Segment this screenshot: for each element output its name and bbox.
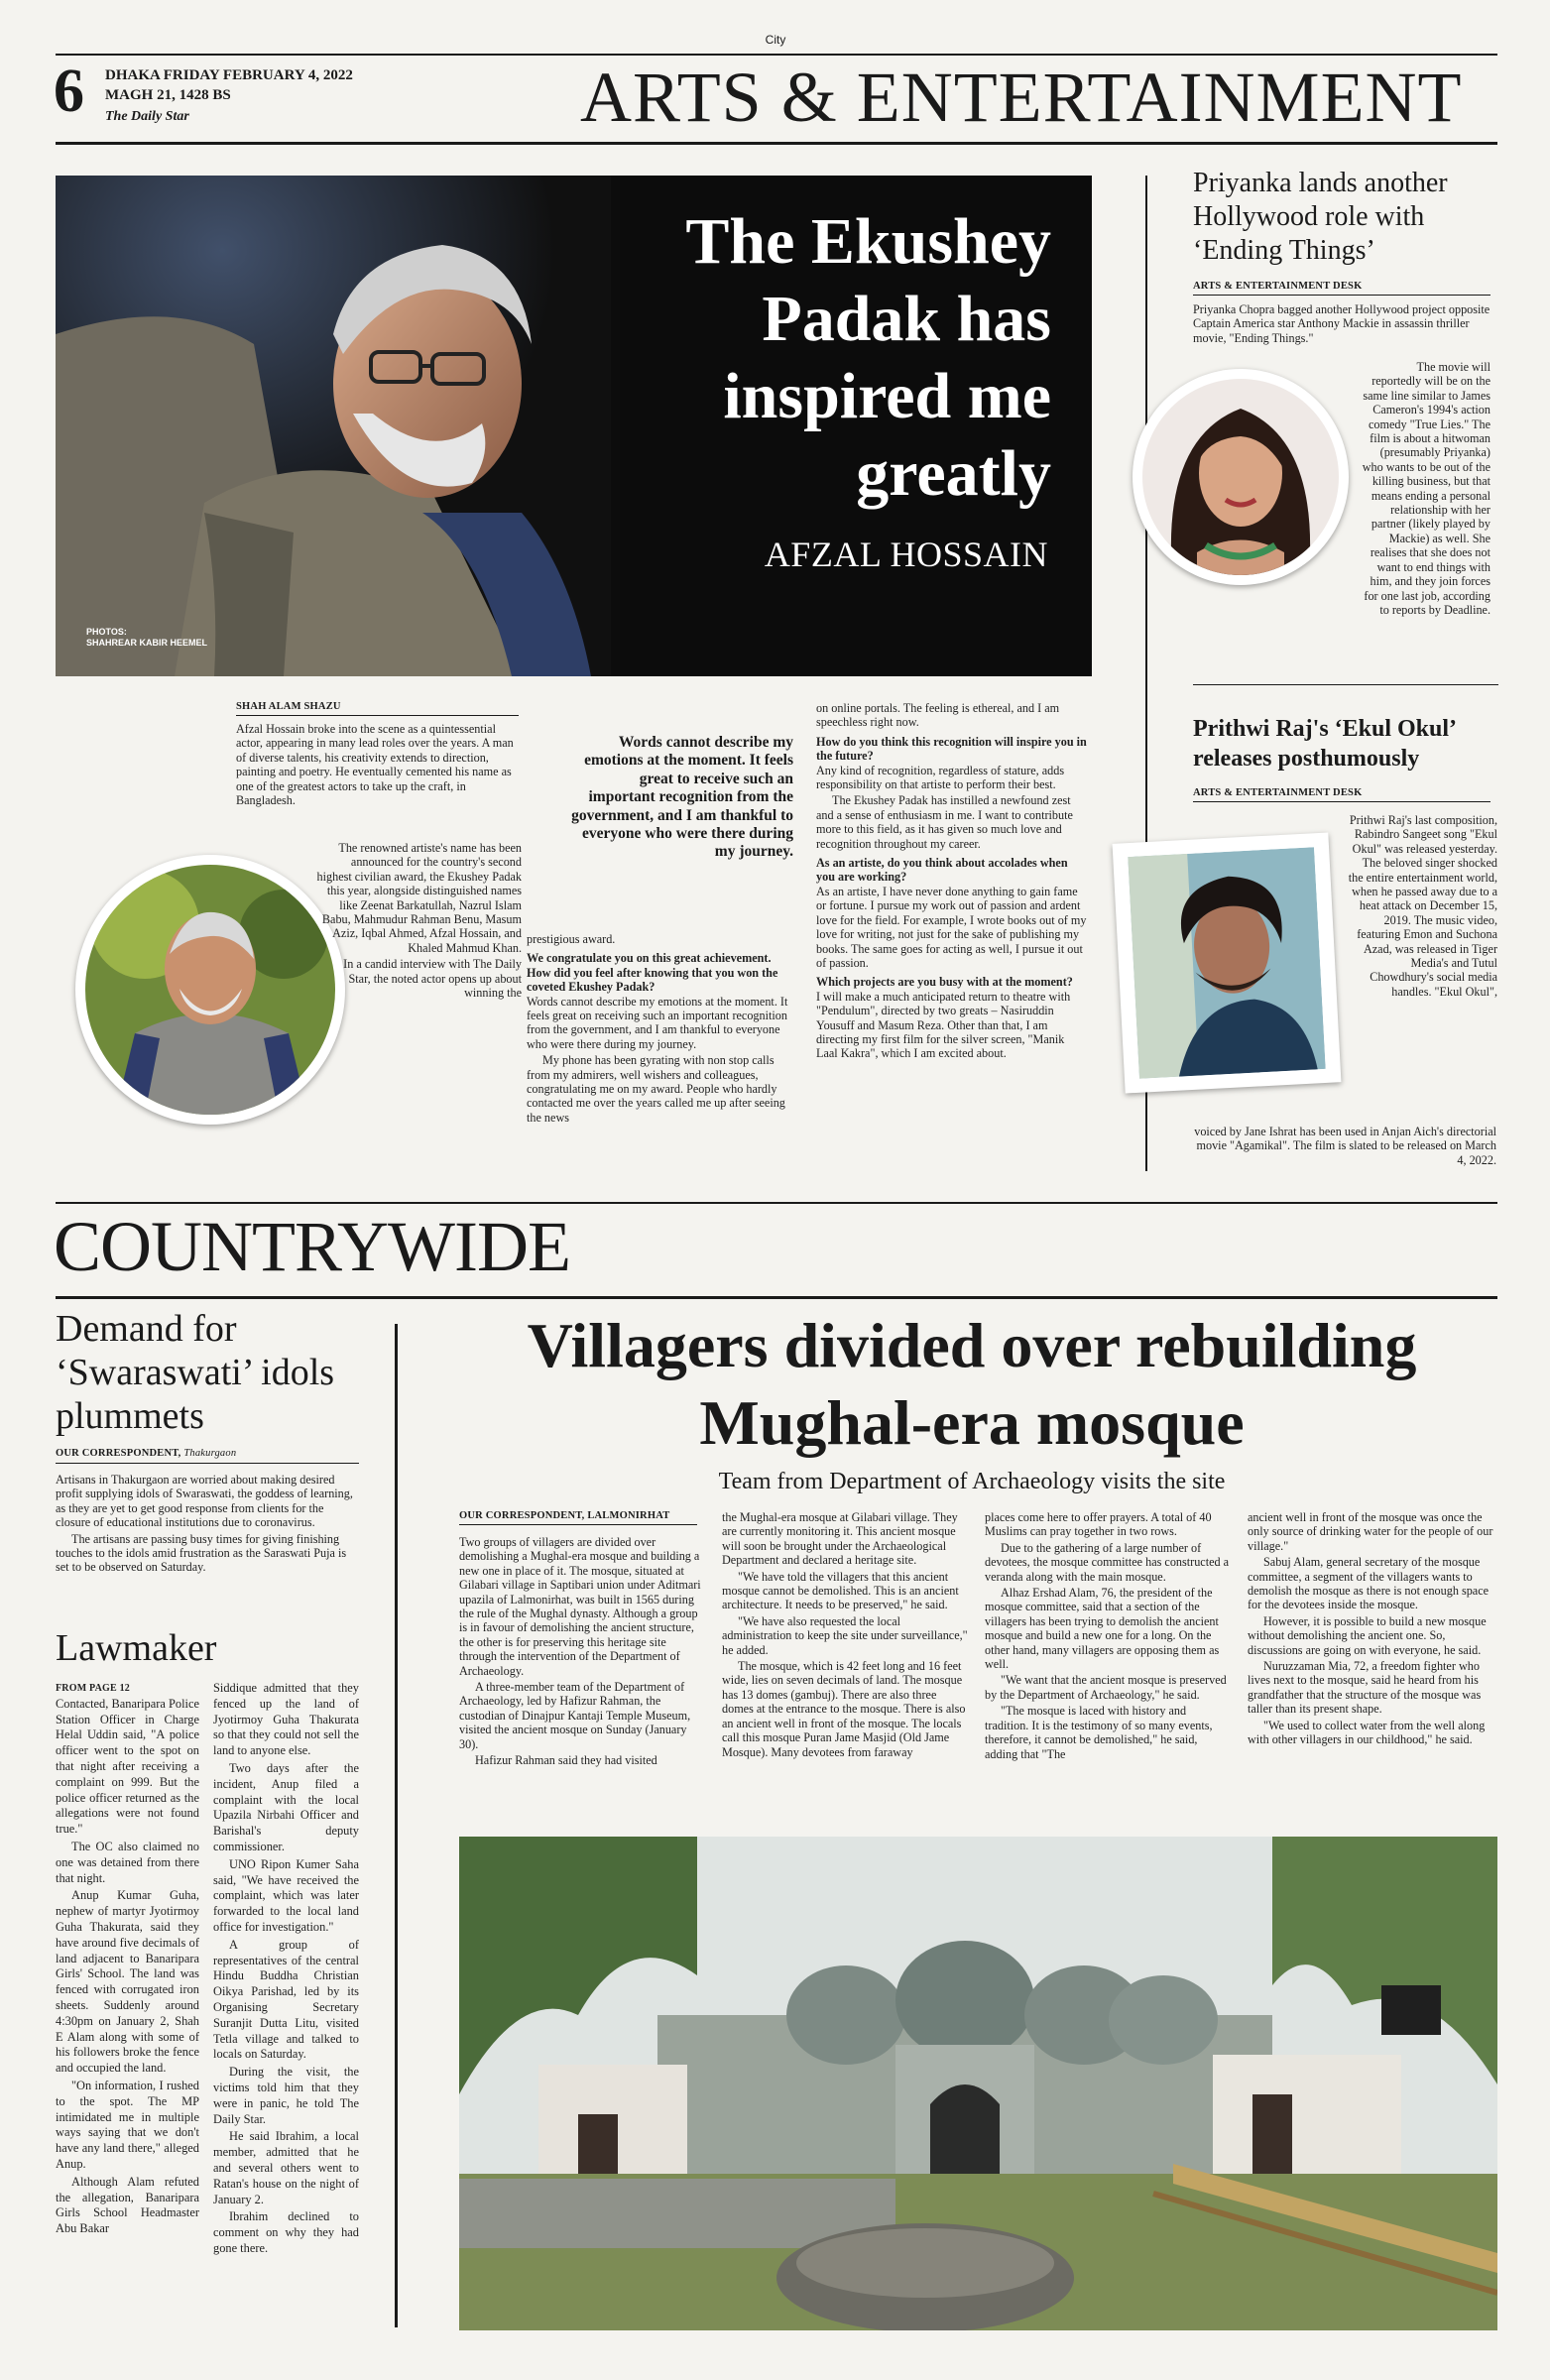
mosque-subhead: Team from Department of Archaeology visits the site (718, 1469, 1226, 1494)
swaraswati-headline: Demand for ‘Swaraswati’ idols plummets (56, 1308, 335, 1437)
priyanka-intro (1193, 302, 1490, 347)
mosque-paragraph: "We have told the villagers that this ancient mosque cannot be demolished. This is an ancient architecture. It needs to be preserved," he said. (722, 1569, 959, 1612)
top-rule (56, 54, 1497, 56)
pull-quote: Words cannot describe my emotions at the moment. It feels great to receive such an important recognition from the government, and I am thankful to everyone who were there during my journey. (571, 734, 793, 861)
lawmaker-paragraph: UNO Ripon Kumer Saha said, "We have received the complaint, which was later forwarded to the local land office for investigation." (213, 1856, 359, 1934)
mosque-paragraph: Nuruzzaman Mia, 72, a freedom fighter who lives next to the mosque, said he heard from his grandfather that the structure of the mosque was taller than its present shape. (1248, 1659, 1482, 1717)
afzal-circle-photo (75, 855, 345, 1125)
priyanka-byline: ARTS & ENTERTAINMENT DESK (1193, 281, 1363, 292)
lead-headline (555, 203, 1051, 513)
mosque-paragraph: "We used to collect water from the well along with other villagers in our childhood," he said. (1248, 1718, 1486, 1747)
photo-credit-name: SHAHREAR KABIR HEEMEL (86, 638, 208, 648)
swaraswati-byline-label: OUR CORRESPONDENT, (56, 1448, 181, 1459)
lead-paragraph: Afzal Hossain broke into the scene as a quintessential actor, appearing in many lead roles over the years. A man of diverse talents, his creativity extends to direction, painting and poetry. He eventually cemented his name as one of the greatest actors to take up the craft, in Bangladesh. (236, 722, 514, 808)
lawmaker-col1 (56, 1681, 199, 2239)
lawmaker-paragraph: He said Ibrahim, a local member, admitted that he and several others went to Ratan's house on the night of January 2. (213, 2129, 359, 2206)
priyanka-end-rule (1193, 684, 1498, 685)
section-top-label: City (765, 33, 786, 47)
prithwi-tail (1193, 1125, 1496, 1169)
countrywide-bottom-rule (56, 1296, 1497, 1299)
interview-answer: I will make a much anticipated return to theatre with "Pendulum", directed by two greats – Nasiruddin Yousuff and Masum Reza. Other than that, I am directing my first film for the silver screen, "Manik Laal Kakra", which I am excited about. (816, 989, 1071, 1061)
lead-headline-line: The Ekushey (685, 205, 1051, 278)
priyanka-paragraph: Priyanka Chopra bagged another Hollywood project opposite Captain America star Anthony Mackie in assassin thriller movie, "Ending Things." (1193, 302, 1490, 345)
lead-col3 (816, 701, 1088, 1063)
countrywide-top-rule (56, 1202, 1497, 1204)
prithwi-wrap (1347, 813, 1497, 1001)
mosque-paragraph: A three-member team of the Department of Archaeology, led by Hafizur Rahman, the custodian of Dinajpur Kantaji Temple Museum, visited the ancient mosque on Sunday (January 30). (459, 1680, 691, 1751)
swaraswati-body (56, 1473, 359, 1577)
lead-headline-line: inspired me (723, 360, 1051, 432)
lawmaker-paragraph: Two days after the incident, Anup filed a complaint with the local Upazila Nirbahi Officer and Barishal's deputy commissioner. (213, 1760, 359, 1853)
interview-answer: My phone has been gyrating with non stop calls from my admirers, well wishers and colleagues, congratulating me on my award. People who hardly contacted me over the years called me up after seeing the news (527, 1053, 785, 1125)
photo-credit-label: PHOTOS: (86, 627, 127, 637)
lead-col2 (527, 932, 792, 1127)
section-title: ARTS & ENTERTAINMENT (580, 58, 1463, 137)
interview-answer: The Ekushey Padak has instilled a newfound zest and a sense of enthusiasm in me. I want to contribute more to this field, as it has given so much love and recognition throughout my career. (816, 793, 1073, 851)
prithwi-headline: Prithwi Raj's ‘Ekul Okul’ releases posthumously (1193, 716, 1456, 772)
mosque-paragraph: Due to the gathering of a large number of devotees, the mosque committee has constructed a veranda along with the main mosque. (985, 1540, 1230, 1584)
priyanka-wrap (1193, 360, 1490, 619)
mosque-headline-line: Mughal-era mosque (699, 1387, 1245, 1458)
swaraswati-paragraph: The artisans are passing busy times for giving finishing touches to the idols amid frustration as the Saraswati Puja is set to be observed on Saturday. (56, 1531, 347, 1575)
lead-headline-line: greatly (856, 437, 1051, 510)
mosque-col3 (985, 1510, 1231, 1763)
mosque-headline (436, 1307, 1507, 1462)
mosque-byline-rule (459, 1524, 697, 1525)
lead-name: AFZAL HOSSAIN (764, 535, 1048, 574)
prithwi-photo-frame (1113, 832, 1342, 1093)
masthead-rule (56, 142, 1497, 145)
mosque-paragraph: ancient well in front of the mosque was once the only source of drinking water for the people of our village." (1248, 1510, 1493, 1553)
lawmaker-paragraph: Although Alam refuted the allegation, Banaripara Girls School Headmaster Abu Bakar (56, 2174, 199, 2236)
lead-col1 (236, 722, 519, 809)
mosque-paragraph: "We want that the ancient mosque is preserved by the Department of Archaeology," he said. (985, 1673, 1227, 1702)
mosque-col2 (722, 1510, 968, 1761)
priyanka-byline-rule (1193, 295, 1490, 296)
lawmaker-paragraph: Ibrahim declined to comment on why they had gone there. (213, 2209, 359, 2255)
priyanka-paragraph: The movie will reportedly will be on the same line similar to James Cameron's 1994's action comedy "True Lies." The film is about a hitwoman (presumably Priyanka) who wants to be out of the killing business, but that means ending a personal relationship with her partner (likely played by Mackie) as well. She realises that she does not want to end things with him, and they join forces for one last job, according to reports by Deadline. (1362, 360, 1490, 617)
bangla-date: MAGH 21, 1428 BS (105, 87, 231, 103)
lawmaker-paragraph: Anup Kumar Guha, nephew of martyr Jyotirmoy Guha Thakurata, said they have around five decimals of land adjacent to Banaripara Girls' School. The land was fenced with corrugated iron sheets. Suddenly around 4:30pm on January 2, Shah E Alam along with some of his followers broke the fence and occupied the land. (56, 1888, 199, 2076)
lead-paragraph: The renowned artiste's name has been announced for the country's second highest civilian award, the Ekushey Padak this year, alongside distinguished names like Zeenat Barkatullah, Nazrul Islam Babu, Mahmudur Rahman Benu, Masum Aziz, Iqbal Ahmed, Afzal Hossain, and Khaled Mahmud Khan. (316, 841, 522, 955)
interview-answer: Any kind of recognition, regardless of stature, adds responsibility on that artiste to perform their best. (816, 763, 1065, 792)
lawmaker-paragraph: Contacted, Banaripara Police Station Officer in Charge Helal Uddin said, "A police officer went to the spot on that night after receiving a complaint on 999. But the police officer returned as the allegations were not found true." (56, 1696, 199, 1837)
mosque-paragraph: Two groups of villagers are divided over demolishing a Mughal-era mosque and building a new one in place of it. The mosque, situated at Gilabari village in Saptibari union under Aditmari upazila of Lalmonirhat, was built in 1565 during the rule of the Mughal dynasty. Although a group is in favour of demolishing the ancient structure, the other is for preserving this heritage site through the intervention of the Department of Archaeology. (459, 1535, 701, 1678)
mosque-headline-line: Villagers divided over rebuilding (527, 1310, 1417, 1380)
mosque-byline: OUR CORRESPONDENT, LALMONIRHAT (459, 1510, 670, 1521)
mosque-paragraph: Sabuj Alam, general secretary of the mosque committee, a segment of the villagers wants to demolish the mosque as there is not enough space for the devotees inside the mosque. (1248, 1555, 1490, 1612)
swaraswati-byline-place: Thakurgaon (183, 1448, 237, 1459)
lawmaker-paragraph: Siddique admitted that they fenced up the land of Jyotirmoy Guha Thakurata so that they could not sell the land to anyone else. (213, 1681, 359, 1758)
lead-col1-wrap (315, 841, 522, 1002)
mosque-paragraph: "We have also requested the local administration to keep the site under surveillance," he added. (722, 1613, 968, 1657)
lead-byline-rule (236, 715, 519, 716)
lead-paragraph: on online portals. The feeling is ethereal, and I am speechless right now. (816, 701, 1060, 730)
mosque-photo (459, 1837, 1497, 2330)
lawmaker-paragraph: During the visit, the victims told him that they were in panic, he told The Daily Star. (213, 2065, 359, 2126)
interview-question: We congratulate you on this great achievement. How did you feel after knowing that you won the coveted Ekushey Padak? (527, 951, 778, 995)
dateline: DHAKA FRIDAY FEBRUARY 4, 2022 (105, 67, 353, 83)
mosque-paragraph: The mosque, which is 42 feet long and 16 feet wide, lies on seven decimals of land. The mosque has 13 domes (gambuj). There are also three domes at the entrance to the mosque. There is also an ancient well in front of the mosque. The locals call this mosque Puran Jame Masjid (Old Jame Mosque). Many devotees from faraway (722, 1659, 966, 1759)
prithwi-byline: ARTS & ENTERTAINMENT DESK (1193, 787, 1363, 798)
mosque-paragraph: places come here to offer prayers. A total of 40 Muslims can pray together in two rows. (985, 1510, 1212, 1539)
mosque-image (459, 1837, 1497, 2330)
prithwi-byline-rule (1193, 801, 1490, 802)
prithwi-paragraph: voiced by Jane Ishrat has been used in Anjan Aich's directorial movie "Agamikal". The film is slated to be released on March 4, 2022. (1194, 1125, 1496, 1167)
page-number: 6 (54, 58, 84, 125)
lawmaker-paragraph: The OC also claimed no one was detained from there that night. (56, 1839, 199, 1885)
lawmaker-paragraph: "On information, I rushed to the spot. The MP intimidated me in multiple ways saying that we don't have any land there," alleged Anup. (56, 2078, 199, 2171)
mosque-paragraph: Hafizur Rahman said they had visited (475, 1753, 657, 1768)
lead-paragraph: In a candid interview with The Daily Star, the noted actor opens up about winning the (343, 957, 522, 1001)
lead-headline-line: Padak has (762, 283, 1051, 355)
lawmaker-from: FROM PAGE 12 (56, 1683, 130, 1694)
swaraswati-byline (56, 1448, 236, 1459)
mosque-paragraph: the Mughal-era mosque at Gilabari village. They are currently monitoring it. This ancient mosque will soon be brought under the Archaeological Department and declared a heritage site. (722, 1510, 958, 1568)
countrywide-column-rule (395, 1324, 398, 2327)
interview-answer: As an artiste, I have never done anything to gain fame or fortune. I pursue my work out of passion and ardent love for the field. For example, I wrote books out of my love for writing, not just for the sake of publishing my books. The same goes for acting as well, I pursue it out of passion. (816, 884, 1087, 970)
interview-question: As an artiste, do you think about accolades when you are working? (816, 856, 1068, 885)
photo-credit (86, 627, 207, 649)
paper-logo: The Daily Star (105, 109, 189, 124)
prithwi-paragraph: Prithwi Raj's last composition, Rabindro Sangeet song "Ekul Okul" was released yesterday. The beloved singer shocked the entire entertainment world, when he passed away due to a heat attack on December 15, 2019. The music video, featuring Emon and Suchona Azad, was released in Tiger Media's and Tutul Chowdhury's social media handles. "Ekul Okul", (1348, 813, 1497, 999)
mosque-paragraph: "The mosque is laced with history and tradition. It is the testimony of so many events, therefore, it cannot be demolished," he said, adding that "The (985, 1704, 1213, 1761)
mosque-col4 (1248, 1510, 1497, 1749)
mosque-paragraph: However, it is possible to build a new mosque without demolishing the ancient one. So, discussions are going on with everyone, he said. (1248, 1613, 1487, 1657)
lawmaker-headline: Lawmaker (56, 1627, 217, 1669)
prithwi-portrait-image (1128, 847, 1325, 1079)
interview-question: How do you think this recognition will inspire you in the future? (816, 734, 1087, 764)
priyanka-headline: Priyanka lands another Hollywood role with ‘Ending Things’ (1193, 168, 1448, 266)
mosque-paragraph: Alhaz Ershad Alam, 76, the president of the mosque committee, said that a section of the villagers has been trying to demolish the ancient mosque and build a new one for a long. On the other hand, many villagers are opposing them as well. (985, 1586, 1220, 1672)
lawmaker-col2 (213, 1681, 359, 2259)
afzal-smiling-image (85, 865, 335, 1115)
interview-answer: Words cannot describe my emotions at the moment. It feels great on receiving such an important recognition from the government, and I am thankful to everyone who were there during my journey. (527, 994, 788, 1051)
mosque-col1 (459, 1535, 705, 1770)
swaraswati-paragraph: Artisans in Thakurgaon are worried about making desired profit supplying idols of Swaraswati, the goddess of learning, as they are yet to get good response from clients for the closure of educational institutions due to coronavirus. (56, 1473, 353, 1530)
interview-question: Which projects are you busy with at the moment? (816, 975, 1073, 990)
countrywide-title: COUNTRYWIDE (54, 1207, 570, 1286)
swaraswati-byline-rule (56, 1463, 359, 1464)
lawmaker-paragraph: A group of representatives of the central Hindu Buddha Christian Oikya Parishad, led by its Organising Secretary Suranjit Dutta Litu, visited Tetla village and talked to locals on Saturday. (213, 1937, 359, 2062)
lead-paragraph: prestigious award. (527, 932, 616, 946)
lead-byline: SHAH ALAM SHAZU (236, 701, 341, 712)
